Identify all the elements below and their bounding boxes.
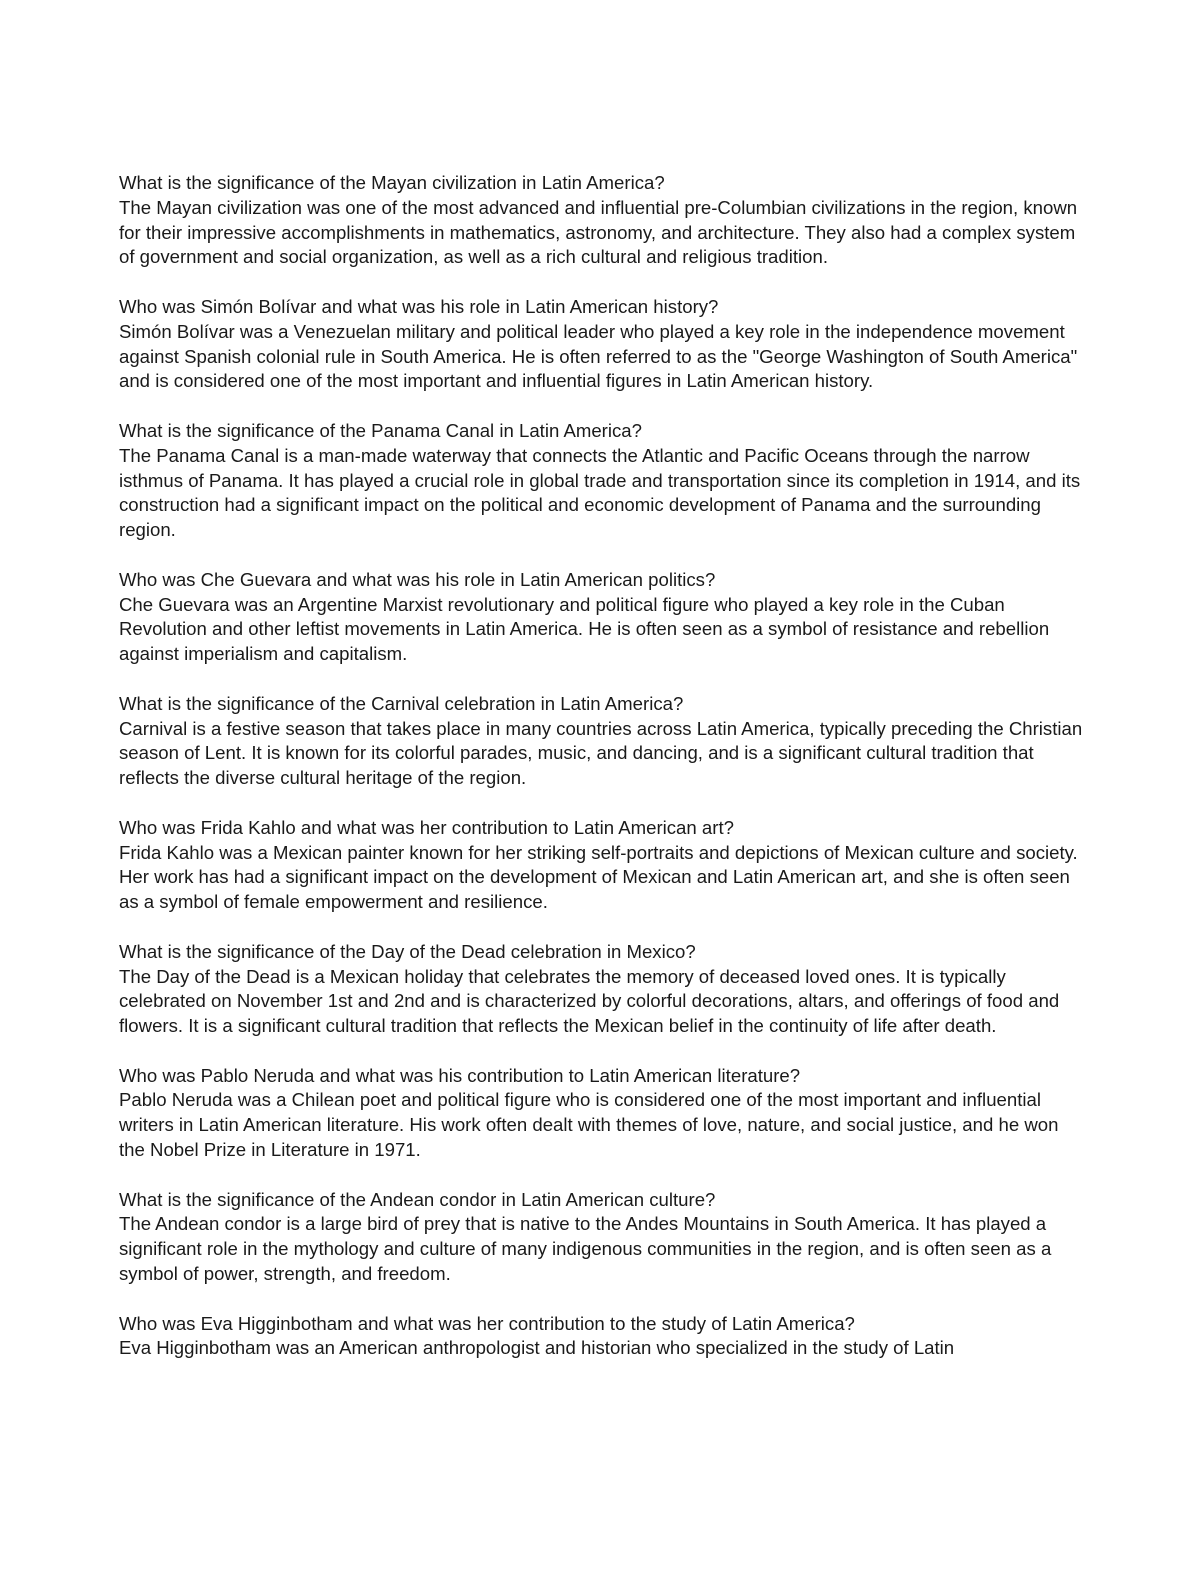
question-text: Who was Simón Bolívar and what was his role in Latin American history? xyxy=(119,295,719,317)
question-text: What is the significance of the Day of the Dead celebration in Mexico? xyxy=(119,940,696,962)
qa-item xyxy=(119,1312,1089,1362)
document-body xyxy=(119,171,1089,1386)
qa-item xyxy=(119,940,1089,1039)
question-text: Who was Pablo Neruda and what was his contribution to Latin American literature? xyxy=(119,1064,801,1086)
qa-item xyxy=(119,1064,1089,1163)
answer-text: The Day of the Dead is a Mexican holiday that celebrates the memory of deceased loved ones. It is typically celebrated on November 1st and 2nd and is characterized by colorful decorations, altars, and offerings of food and flowers. It is a significant cultural tradition that reflects the Mexican belief in the continuity of life after death. xyxy=(119,965,1060,1037)
qa-item xyxy=(119,419,1089,543)
question-text: What is the significance of the Carnival celebration in Latin America? xyxy=(119,692,684,714)
answer-text: Carnival is a festive season that takes place in many countries across Latin America, typically preceding the Christian season of Lent. It is known for its colorful parades, music, and dancing, and is a significant cultural tradition that reflects the diverse cultural heritage of the region. xyxy=(119,717,1083,789)
answer-text: Pablo Neruda was a Chilean poet and political figure who is considered one of the most important and influential writers in Latin American literature. His work often dealt with themes of love, nature, and social justice, and he won the Nobel Prize in Literature in 1971. xyxy=(119,1089,1059,1161)
answer-text: Simón Bolívar was a Venezuelan military and political leader who played a key role in the independence movement against Spanish colonial rule in South America. He is often referred to as the "George Washington of South America" and is considered one of the most important and influential figures in Latin American history. xyxy=(119,320,1078,392)
question-text: Who was Che Guevara and what was his role in Latin American politics? xyxy=(119,568,716,590)
qa-item xyxy=(119,692,1089,791)
answer-text: The Andean condor is a large bird of prey that is native to the Andes Mountains in South America. It has played a significant role in the mythology and culture of many indigenous communities in the region, and is often seen as a symbol of power, strength, and freedom. xyxy=(119,1213,1052,1285)
answer-text: The Mayan civilization was one of the most advanced and influential pre-Columbian civilizations in the region, known for their impressive accomplishments in mathematics, astronomy, and architecture. They also had a complex system of government and social organization, as well as a rich cultural and religious tradition. xyxy=(119,196,1078,268)
qa-item xyxy=(119,568,1089,667)
qa-item xyxy=(119,295,1089,394)
answer-text: Che Guevara was an Argentine Marxist revolutionary and political figure who played a key role in the Cuban Revolution and other leftist movements in Latin America. He is often seen as a symbol of resistance and rebellion against imperialism and capitalism. xyxy=(119,593,1050,665)
answer-text: Eva Higginbotham was an American anthropologist and historian who specialized in the study of Latin xyxy=(119,1337,955,1359)
answer-text: The Panama Canal is a man-made waterway that connects the Atlantic and Pacific Oceans through the narrow isthmus of Panama. It has played a crucial role in global trade and transportation since its completion in 1914, and its construction had a significant impact on the political and economic development of Panama and the surrounding region. xyxy=(119,444,1081,541)
question-text: What is the significance of the Mayan civilization in Latin America? xyxy=(119,172,665,193)
question-text: Who was Eva Higginbotham and what was her contribution to the study of Latin America? xyxy=(119,1312,855,1334)
question-text: Who was Frida Kahlo and what was her contribution to Latin American art? xyxy=(119,816,734,838)
answer-text: Frida Kahlo was a Mexican painter known for her striking self-portraits and depictions of Mexican culture and society. Her work has had a significant impact on the development of Mexican and Latin American art, and she is often seen as a symbol of female empowerment and resilience. xyxy=(119,841,1078,913)
question-text: What is the significance of the Andean condor in Latin American culture? xyxy=(119,1188,716,1210)
qa-item xyxy=(119,171,1089,270)
qa-item xyxy=(119,816,1089,915)
qa-item xyxy=(119,1188,1089,1287)
question-text: What is the significance of the Panama Canal in Latin America? xyxy=(119,419,642,441)
